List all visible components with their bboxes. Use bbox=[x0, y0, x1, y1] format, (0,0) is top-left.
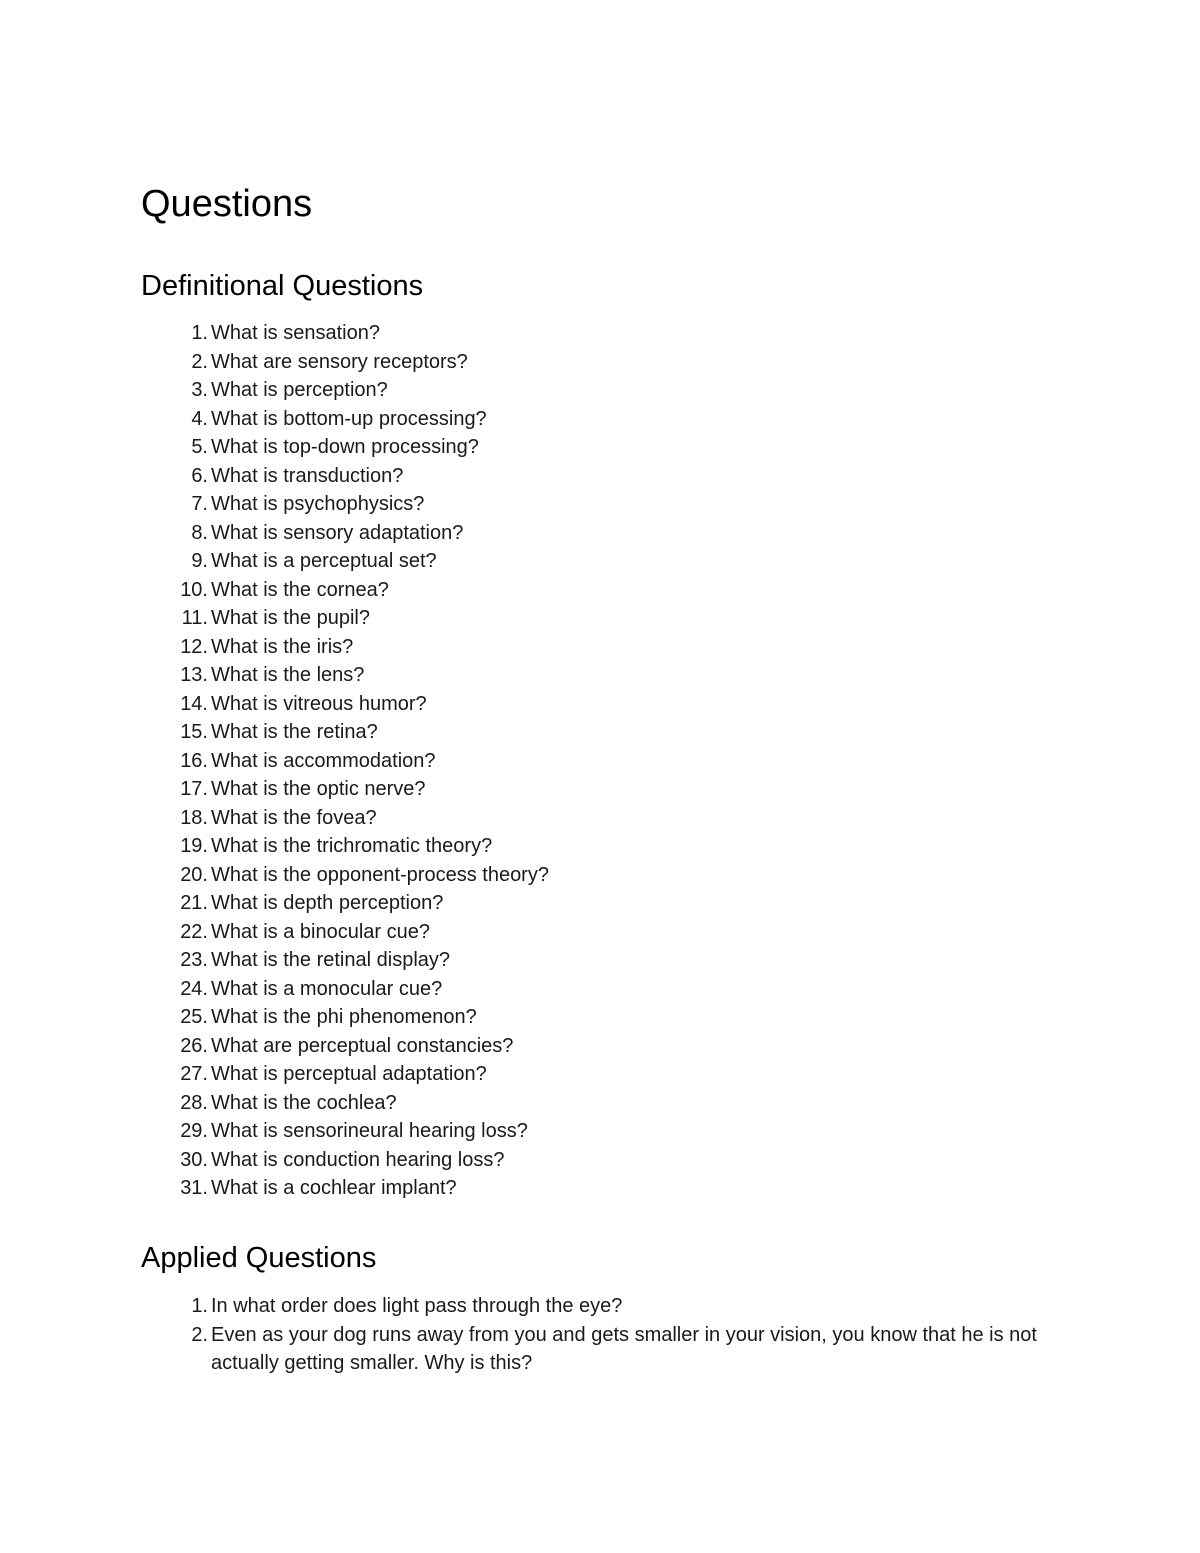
list-item-number: 25. bbox=[180, 1006, 208, 1028]
list-item-number: 26. bbox=[180, 1034, 208, 1057]
list-item-text: What is the cornea? bbox=[211, 578, 389, 601]
list-item-text: What are sensory receptors? bbox=[211, 350, 468, 373]
list-item-text: What is the pupil? bbox=[211, 607, 370, 629]
list-item bbox=[141, 462, 1061, 491]
list-item bbox=[141, 1146, 1061, 1175]
list-item-text: What is a cochlear implant? bbox=[211, 1177, 457, 1199]
list-item-text: What is the trichromatic theory? bbox=[211, 835, 493, 857]
list-item bbox=[141, 633, 1061, 662]
definitional-questions-list bbox=[141, 319, 1061, 1203]
list-item bbox=[141, 861, 1061, 890]
list-item-text: What is bottom-up processing? bbox=[211, 407, 487, 430]
list-item bbox=[141, 832, 1061, 861]
list-item bbox=[141, 604, 1061, 633]
list-item-text: What is depth perception? bbox=[211, 892, 444, 914]
list-item bbox=[141, 547, 1061, 576]
list-item-text: What is conduction hearing loss? bbox=[211, 1148, 505, 1171]
section-heading-applied: Applied Questions bbox=[141, 1242, 377, 1274]
list-item-number: 7. bbox=[191, 493, 208, 515]
list-item-text: What is the retina? bbox=[211, 721, 378, 743]
list-item-number: 10. bbox=[180, 578, 208, 601]
list-item-text: What is perceptual adaptation? bbox=[211, 1063, 487, 1085]
list-item-number: 12. bbox=[180, 635, 208, 658]
list-item bbox=[141, 889, 1061, 918]
list-item bbox=[141, 946, 1061, 975]
list-item-number: 1. bbox=[191, 322, 208, 344]
list-item-text: What is a monocular cue? bbox=[211, 977, 443, 1000]
list-item-text: What is sensory adaptation? bbox=[211, 521, 464, 544]
list-item-text: In what order does light pass through the eye? bbox=[211, 1295, 623, 1317]
list-item-text: What is the opponent-process theory? bbox=[211, 863, 549, 886]
list-item bbox=[141, 376, 1061, 405]
list-item-text: What is the fovea? bbox=[211, 806, 377, 829]
list-item-text: What is sensorineural hearing loss? bbox=[211, 1120, 528, 1142]
list-item bbox=[141, 1060, 1061, 1089]
list-item-number: 8. bbox=[191, 521, 208, 544]
list-item-number: 24. bbox=[180, 977, 208, 1000]
list-item-number: 13. bbox=[180, 664, 208, 686]
list-item bbox=[141, 519, 1061, 548]
list-item-number: 11. bbox=[181, 607, 208, 629]
list-item-text: What is a binocular cue? bbox=[211, 920, 431, 943]
list-item bbox=[141, 718, 1061, 747]
list-item bbox=[141, 1292, 1061, 1321]
list-item bbox=[141, 975, 1061, 1004]
list-item-number: 16. bbox=[180, 749, 208, 772]
list-item-number: 28. bbox=[180, 1091, 208, 1114]
list-item bbox=[141, 661, 1061, 690]
list-item bbox=[141, 804, 1061, 833]
list-item-text: What is a perceptual set? bbox=[211, 550, 437, 572]
list-item-number: 20. bbox=[180, 863, 208, 886]
list-item-number: 2. bbox=[191, 350, 208, 373]
list-item bbox=[141, 576, 1061, 605]
list-item-text: What is the cochlea? bbox=[211, 1091, 397, 1114]
list-item bbox=[141, 319, 1061, 348]
list-item bbox=[141, 405, 1061, 434]
list-item-text: What is transduction? bbox=[211, 464, 404, 487]
list-item bbox=[141, 690, 1061, 719]
applied-questions-list bbox=[141, 1292, 1061, 1378]
list-item bbox=[141, 1089, 1061, 1118]
list-item-text: What is perception? bbox=[211, 379, 388, 401]
list-item-number: 15. bbox=[180, 721, 208, 743]
list-item-text: What is the retinal display? bbox=[211, 949, 451, 971]
list-item bbox=[141, 433, 1061, 462]
list-item-number: 4. bbox=[191, 407, 208, 430]
list-item bbox=[141, 1003, 1061, 1032]
list-item bbox=[141, 1032, 1061, 1061]
list-item-number: 19. bbox=[180, 835, 208, 857]
list-item-number: 27. bbox=[180, 1063, 208, 1085]
list-item bbox=[141, 775, 1061, 804]
list-item bbox=[141, 490, 1061, 519]
list-item-number: 22. bbox=[180, 920, 208, 943]
list-item-number: 17. bbox=[180, 778, 208, 800]
list-item-number: 18. bbox=[180, 806, 208, 829]
list-item bbox=[141, 1117, 1061, 1146]
list-item-number: 14. bbox=[180, 692, 208, 715]
list-item-number: 5. bbox=[191, 436, 208, 458]
list-item-text: What is accommodation? bbox=[211, 749, 436, 772]
list-item-text: What is psychophysics? bbox=[211, 493, 425, 515]
list-item-text: Even as your dog runs away from you and gets smaller in your vision, you know that he is not actually getting smaller. Why is this? bbox=[211, 1323, 1037, 1375]
section-heading-definitional: Definitional Questions bbox=[141, 270, 424, 302]
list-item-text: What is the optic nerve? bbox=[211, 778, 426, 800]
list-item-number: 9. bbox=[191, 550, 208, 572]
list-item-text: What is the iris? bbox=[211, 635, 354, 658]
list-item-text: What are perceptual constancies? bbox=[211, 1034, 514, 1057]
page-title: Questions bbox=[141, 183, 313, 225]
list-item-text: What is the phi phenomenon? bbox=[211, 1006, 477, 1028]
list-item bbox=[141, 747, 1061, 776]
list-item-number: 31. bbox=[180, 1177, 208, 1199]
list-item-number: 21. bbox=[180, 892, 208, 914]
list-item-text: What is sensation? bbox=[211, 322, 380, 344]
list-item-text: What is the lens? bbox=[211, 664, 365, 686]
list-item-number: 2. bbox=[191, 1323, 208, 1346]
list-item bbox=[141, 1174, 1061, 1203]
list-item bbox=[141, 918, 1061, 947]
list-item-number: 30. bbox=[180, 1148, 208, 1171]
list-item-number: 29. bbox=[180, 1120, 208, 1142]
list-item-text: What is top-down processing? bbox=[211, 436, 479, 458]
list-item-number: 1. bbox=[191, 1295, 208, 1317]
list-item-number: 6. bbox=[191, 464, 208, 487]
list-item bbox=[141, 348, 1061, 377]
list-item bbox=[141, 1321, 1061, 1378]
list-item-text: What is vitreous humor? bbox=[211, 692, 427, 715]
list-item-number: 3. bbox=[191, 379, 208, 401]
list-item-number: 23. bbox=[180, 949, 208, 971]
